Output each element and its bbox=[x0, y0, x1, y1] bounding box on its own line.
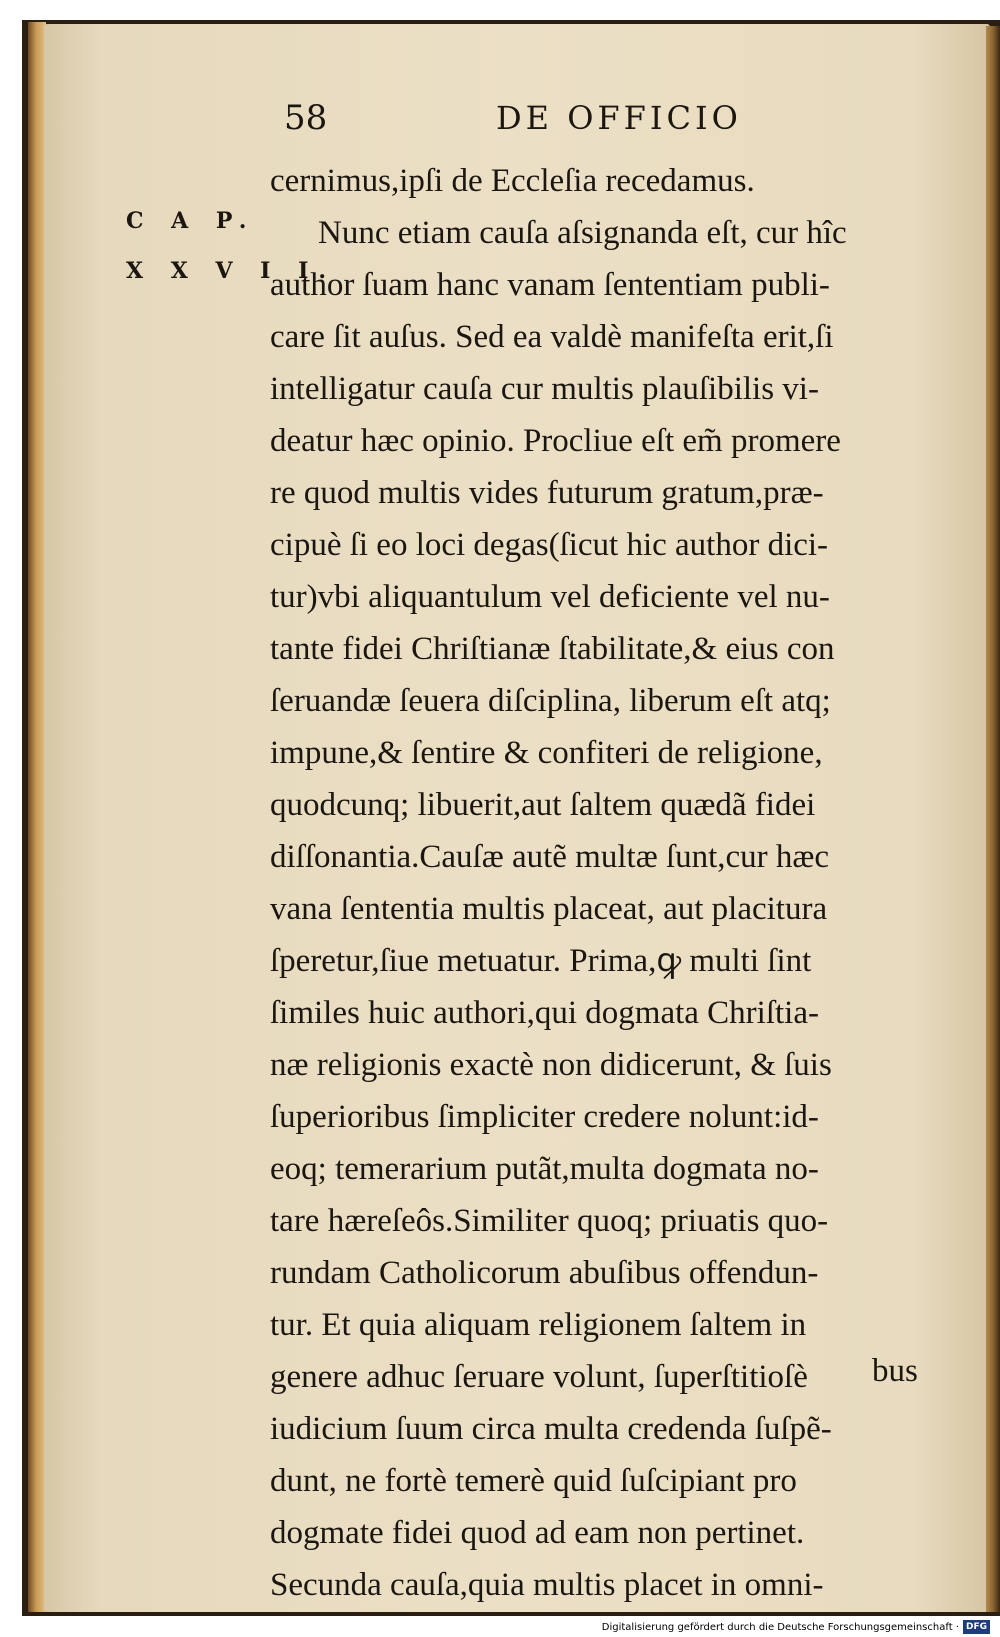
text-line: tur)vbi aliquantulum vel deficiente vel nu- bbox=[270, 579, 830, 615]
page-number: 58 bbox=[284, 98, 328, 138]
text-line: tur. Et quia aliquam religionem ſaltem in bbox=[270, 1307, 807, 1343]
credit-text: Digitalisierung gefördert durch die Deutsche Forschungsgemeinschaft · bbox=[601, 1621, 959, 1633]
marginal-note-line: X X V I I. bbox=[126, 258, 337, 284]
catchword: bus bbox=[872, 1353, 918, 1389]
text-line: eoq; temerarium putãt,multa dogmata no- bbox=[270, 1151, 819, 1187]
text-line: tante fidei Chriſtianæ ſtabilitate,& eius con bbox=[270, 631, 835, 667]
text-line: re quod multis vides futurum gratum,præ- bbox=[270, 475, 824, 511]
digitization-credit bbox=[602, 1617, 990, 1637]
text-line: næ religionis exactè non didicerunt, & ſuis bbox=[270, 1047, 832, 1083]
text-line: diſſonantia.Cauſæ autẽ multæ ſunt,cur hæc bbox=[270, 839, 830, 875]
page-right-edge bbox=[986, 26, 1000, 1612]
body-text bbox=[270, 155, 970, 1611]
text-line: impune,& ſentire & confiteri de religione, bbox=[270, 735, 823, 771]
text-line: genere adhuc ſeruare volunt, ſuperſtitioſè bbox=[270, 1359, 808, 1395]
text-line: vana ſententia multis placeat, aut placitura bbox=[270, 891, 828, 927]
text-line: rundam Catholicorum abuſibus offendun- bbox=[270, 1255, 819, 1291]
text-line: ſimiles huic authori,qui dogmata Chriſtia- bbox=[270, 995, 819, 1031]
text-line: cernimus,ipſi de Eccleſia recedamus. bbox=[270, 163, 755, 199]
text-line: author ſuam hanc vanam ſententiam publi- bbox=[270, 267, 830, 303]
text-line: intelligatur cauſa cur multis plauſibilis vi- bbox=[270, 371, 819, 407]
text-line: ſeruandæ ſeuera diſciplina, liberum eſt atq; bbox=[270, 683, 831, 719]
marginal-note bbox=[126, 196, 337, 296]
marginal-note-line: C A P. bbox=[126, 208, 257, 234]
running-head bbox=[0, 96, 1000, 146]
text-line: quodcunq; libuerit,aut ſaltem quædã fidei bbox=[270, 787, 816, 823]
text-line: Nunc etiam cauſa aſsignanda eſt, cur hîc bbox=[318, 215, 847, 251]
text-line: tare hæreſeôs.Similiter quoq; priuatis quo- bbox=[270, 1203, 829, 1239]
text-line: dogmate fidei quod ad eam non pertinet. bbox=[270, 1515, 805, 1551]
dfg-logo: DFG bbox=[963, 1620, 990, 1634]
text-line: deatur hæc opinio. Procliue eſt em̃ promere bbox=[270, 423, 841, 459]
text-line: Secunda cauſa,quia multis placet in omni- bbox=[270, 1567, 824, 1603]
running-title: DE OFFICIO bbox=[496, 99, 742, 137]
text-line: ſuperioribus ſimpliciter credere nolunt:id- bbox=[270, 1099, 819, 1135]
text-line: care ſit auſus. Sed ea valdè manifeſta erit,ſi bbox=[270, 319, 834, 355]
text-line: iudicium ſuum circa multa credenda ſuſpẽ- bbox=[270, 1411, 832, 1447]
text-line: ſperetur,ſiue metuatur. Prima,ꝙ multi ſint bbox=[270, 943, 812, 979]
text-line: dunt, ne fortè temerè quid ſuſcipiant pro bbox=[270, 1463, 797, 1499]
text-line: cipuè ſi eo loci degas(ſicut hic author dici- bbox=[270, 527, 829, 563]
